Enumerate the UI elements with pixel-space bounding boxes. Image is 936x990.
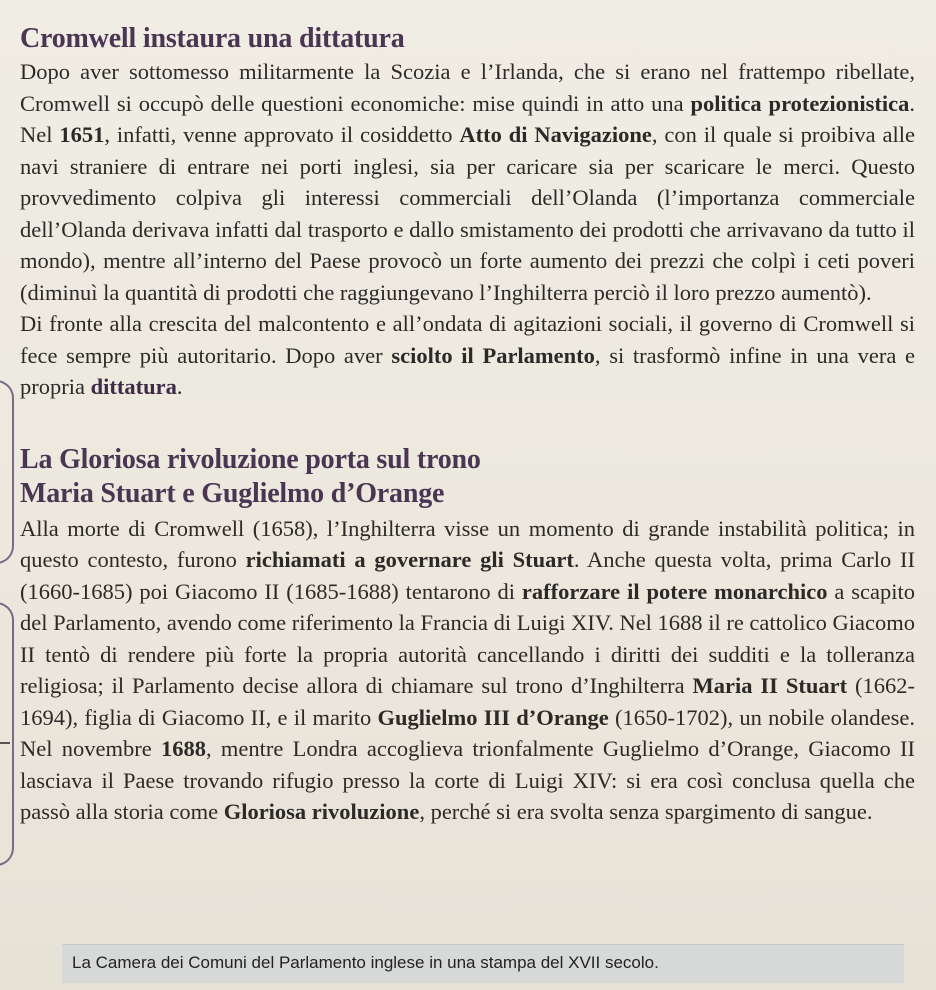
bold-term: Maria II Stuart xyxy=(692,673,848,698)
text-run: , si trasformò infine in una vera e propria xyxy=(20,342,915,399)
caption-text: La Camera dei Comuni del Parlamento inglese in una stampa del XVII secolo. xyxy=(72,953,659,972)
bold-term: Gloriosa rivoluzione xyxy=(223,799,420,824)
section-heading-glorious-revolution xyxy=(20,443,915,511)
bold-term: politica protezionistica xyxy=(690,90,910,116)
text-run: (1662-1694), figlia di Giacomo II, e il marito xyxy=(20,673,915,730)
paragraph-cromwell-economy xyxy=(20,56,915,308)
bold-term: sciolto il Parlamento xyxy=(391,342,595,368)
bold-term: richiamati a governare gli Stuart xyxy=(245,547,574,572)
text-run: , con il quale si proibiva alle navi straniere di entrare nei porti inglesi, sia per caricare sia per scaricare le merci. Questo provvedimento colpiva gli interessi commerciali dell’Olanda (l’importanza commerciale dell’Olanda derivava infatti dal trasporto e dallo smistamento dei prodotti che arrivavano da tutto il mondo), mentre all’interno del Paese provocò un forte aumento dei prezzi che colpì i ceti poveri (diminuì la quantità di prodotti che raggiungevano l’Inghilterra perciò il loro prezzo aumentò). xyxy=(20,122,915,305)
bold-term: Atto di Navigazione xyxy=(459,122,652,147)
bold-term: 1688 xyxy=(161,736,207,761)
margin-bracket-decoration xyxy=(0,380,14,564)
text-run: Dopo aver sottomesso militarmente la Scozia e l’Irlanda, che si erano nel frattempo ribellate, Cromwell si occupò delle questioni economiche: mise quindi in atto una xyxy=(20,59,915,116)
text-run: , infatti, venne approvato il cosiddetto xyxy=(104,122,460,147)
text-run: , mentre Londra accoglieva trionfalmente Guglielmo d’Orange, Giacomo II lasciava il Paese trovando rifugio presso la corte di Luigi XIV: si era così conclusa quella che passò alla storia come xyxy=(20,736,915,824)
text-run: Di fronte alla crescita del malcontento e all’ondata di agitazioni sociali, il governo di Cromwell si fece sempre più autoritario. Dopo aver xyxy=(20,311,915,368)
paragraph-glorious-revolution xyxy=(20,513,915,828)
text-run: (1650-1702), un nobile olandese. Nel novembre xyxy=(20,704,915,761)
heading-line: Maria Stuart e Guglielmo d’Orange xyxy=(20,477,445,509)
bold-term: Guglielmo III d’Orange xyxy=(377,704,609,730)
bold-term: 1651 xyxy=(59,122,105,147)
text-run: . Nel xyxy=(20,90,915,147)
margin-tick-mark xyxy=(0,742,10,744)
paragraph-cromwell-dictatorship xyxy=(20,308,915,403)
text-run: . Anche questa volta, prima Carlo II (1660-1685) poi Giacomo II (1685-1688) tentarono di xyxy=(20,547,916,604)
bold-term: dittatura xyxy=(90,374,177,399)
section-heading-cromwell: Cromwell instaura una dittatura xyxy=(20,23,405,54)
text-run: . xyxy=(176,374,183,399)
text-run: a scapito del Parlamento, avendo come riferimento la Francia di Luigi XIV. Nel 1688 il re cattolico Giacomo II tentò di rendere più forte la propria autorità cancellando i diritti dei sudditi e la tolleranza religiosa; il Parlamento decise allora di chiamare sul trono d’Inghilterra xyxy=(20,578,916,698)
image-caption xyxy=(62,944,904,983)
margin-bracket-decoration xyxy=(0,602,14,866)
text-run: Alla morte di Cromwell (1658), l’Inghilterra visse un momento di grande instabilità politica; in questo contesto, furono xyxy=(20,515,915,572)
page-content xyxy=(20,22,915,828)
text-run: , perché si era svolta senza spargimento di sangue. xyxy=(419,799,873,824)
bold-term: rafforzare il potere monarchico xyxy=(521,578,828,604)
heading-line: La Gloriosa rivoluzione porta sul trono xyxy=(20,443,481,475)
